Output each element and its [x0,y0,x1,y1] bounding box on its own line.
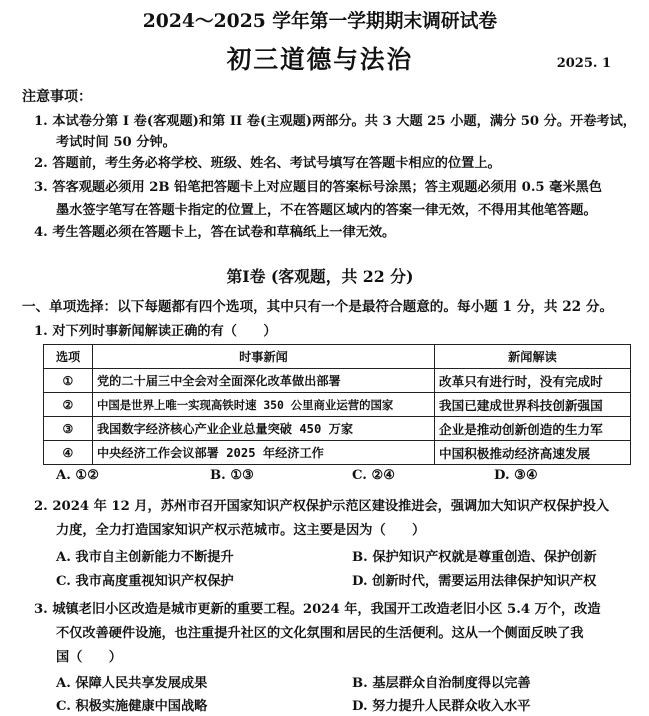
table-header-row [44,345,631,369]
header-interpretation: 新闻解读 [435,345,631,369]
header-news: 时事新闻 [93,345,435,369]
row-number: ④ [44,441,93,465]
interpretation-cell: 中国积极推动经济高速发展 [435,441,631,465]
interpretation-cell: 我国已建成世界科技创新强国 [435,393,631,417]
notice-item-3-cont: 墨水签字笔写在答题卡指定的位置上，不在答题区域内的答案一律无效，不得用其他笔答题。 [56,203,597,218]
notice-item-4: 4. 考生答题必须在答题卡上，答在试卷和草稿纸上一律无效。 [34,225,396,240]
question-1-option-b: B. ①③ [210,468,254,483]
notice-item-1: 1. 本试卷分第 I 卷(客观题)和第 II 卷(主观题)两部分。共 3 大题 25 小题，满分 50 分。开卷考试， [34,114,636,129]
subject-title: 初三道德与法治 [226,45,414,74]
section-instruction: 一、单项选择：以下每题都有四个选项，其中只有一个是最符合题意的。每小题 1 分，共 22 分。 [22,299,614,315]
exam-date: 2025. 1 [556,56,611,71]
news-cell: 中央经济工作会议部署 2025 年经济工作 [93,441,435,465]
notice-item-1-cont: 考试时间 50 分钟。 [56,135,176,150]
question-3-stem: 3. 城镇老旧小区改造是城市更新的重要工程。2024 年，我国开工改造老旧小区 5.4 万个，改造 [34,602,601,617]
question-1-stem: 1. 对下列时事新闻解读正确的有（ ） [34,324,277,339]
news-cell: 我国数字经济核心产业企业总量突破 450 万家 [93,417,435,441]
question-1-option-a: A. ①② [56,468,100,483]
news-cell: 党的二十届三中全会对全面深化改革做出部署 [93,369,435,393]
question-3-option-c: C. 积极实施健康中国战略 [56,699,208,714]
question-2-option-c: C. 我市高度重视知识产权保护 [56,574,234,589]
question-3-option-a: A. 保障人民共享发展成果 [56,676,208,691]
question-2-option-d: D. 创新时代，需要运用法律保护知识产权 [352,574,597,589]
exam-title: 2024～2025 学年第一学期期末调研试卷 [142,10,498,32]
news-table [43,344,631,465]
section-title: 第I卷 (客观题，共 22 分) [226,267,414,286]
question-1-option-d: D. ③④ [494,468,538,483]
table-row [44,393,631,417]
interpretation-cell: 改革只有进行时，没有完成时 [435,369,631,393]
question-3-option-b: B. 基层群众自治制度得以完善 [352,676,531,691]
row-number: ② [44,393,93,417]
question-2-option-b: B. 保护知识产权就是尊重创造、保护创新 [352,550,597,565]
interpretation-cell: 企业是推动创新创造的生力军 [435,417,631,441]
question-1-option-c: C. ②④ [352,468,396,483]
news-cell: 中国是世界上唯一实现高铁时速 350 公里商业运营的国家 [93,393,435,417]
table-row [44,417,631,441]
question-2-stem: 2. 2024 年 12 月，苏州市召开国家知识产权保护示范区建设推进会，强调加大知识产权保护投入 [34,499,610,514]
row-number: ① [44,369,93,393]
question-3-option-d: D. 努力提升人民群众收入水平 [352,699,531,714]
notice-item-3: 3. 答客观题必须用 2B 铅笔把答题卡上对应题目的答案标号涂黑；答主观题必须用 0.5 毫米黑色 [34,180,602,195]
header-option: 选项 [44,345,93,369]
question-3-stem-cont-2: 国（ ） [56,650,122,665]
question-2-stem-cont: 力度，全力打造国家知识产权示范城市。这主要是因为（ ） [56,523,426,538]
question-2-option-a: A. 我市自主创新能力不断提升 [56,550,234,565]
row-number: ③ [44,417,93,441]
notice-heading: 注意事项： [22,89,92,105]
table-row [44,441,631,465]
question-3-stem-cont: 不仅改善硬件设施，也注重提升社区的文化氛围和居民的生活便利。这从一个侧面反映了我 [56,626,584,641]
notice-item-2: 2. 答题前，考生务必将学校、班级、姓名、考试号填写在答题卡相应的位置上。 [34,156,501,171]
table-row [44,369,631,393]
